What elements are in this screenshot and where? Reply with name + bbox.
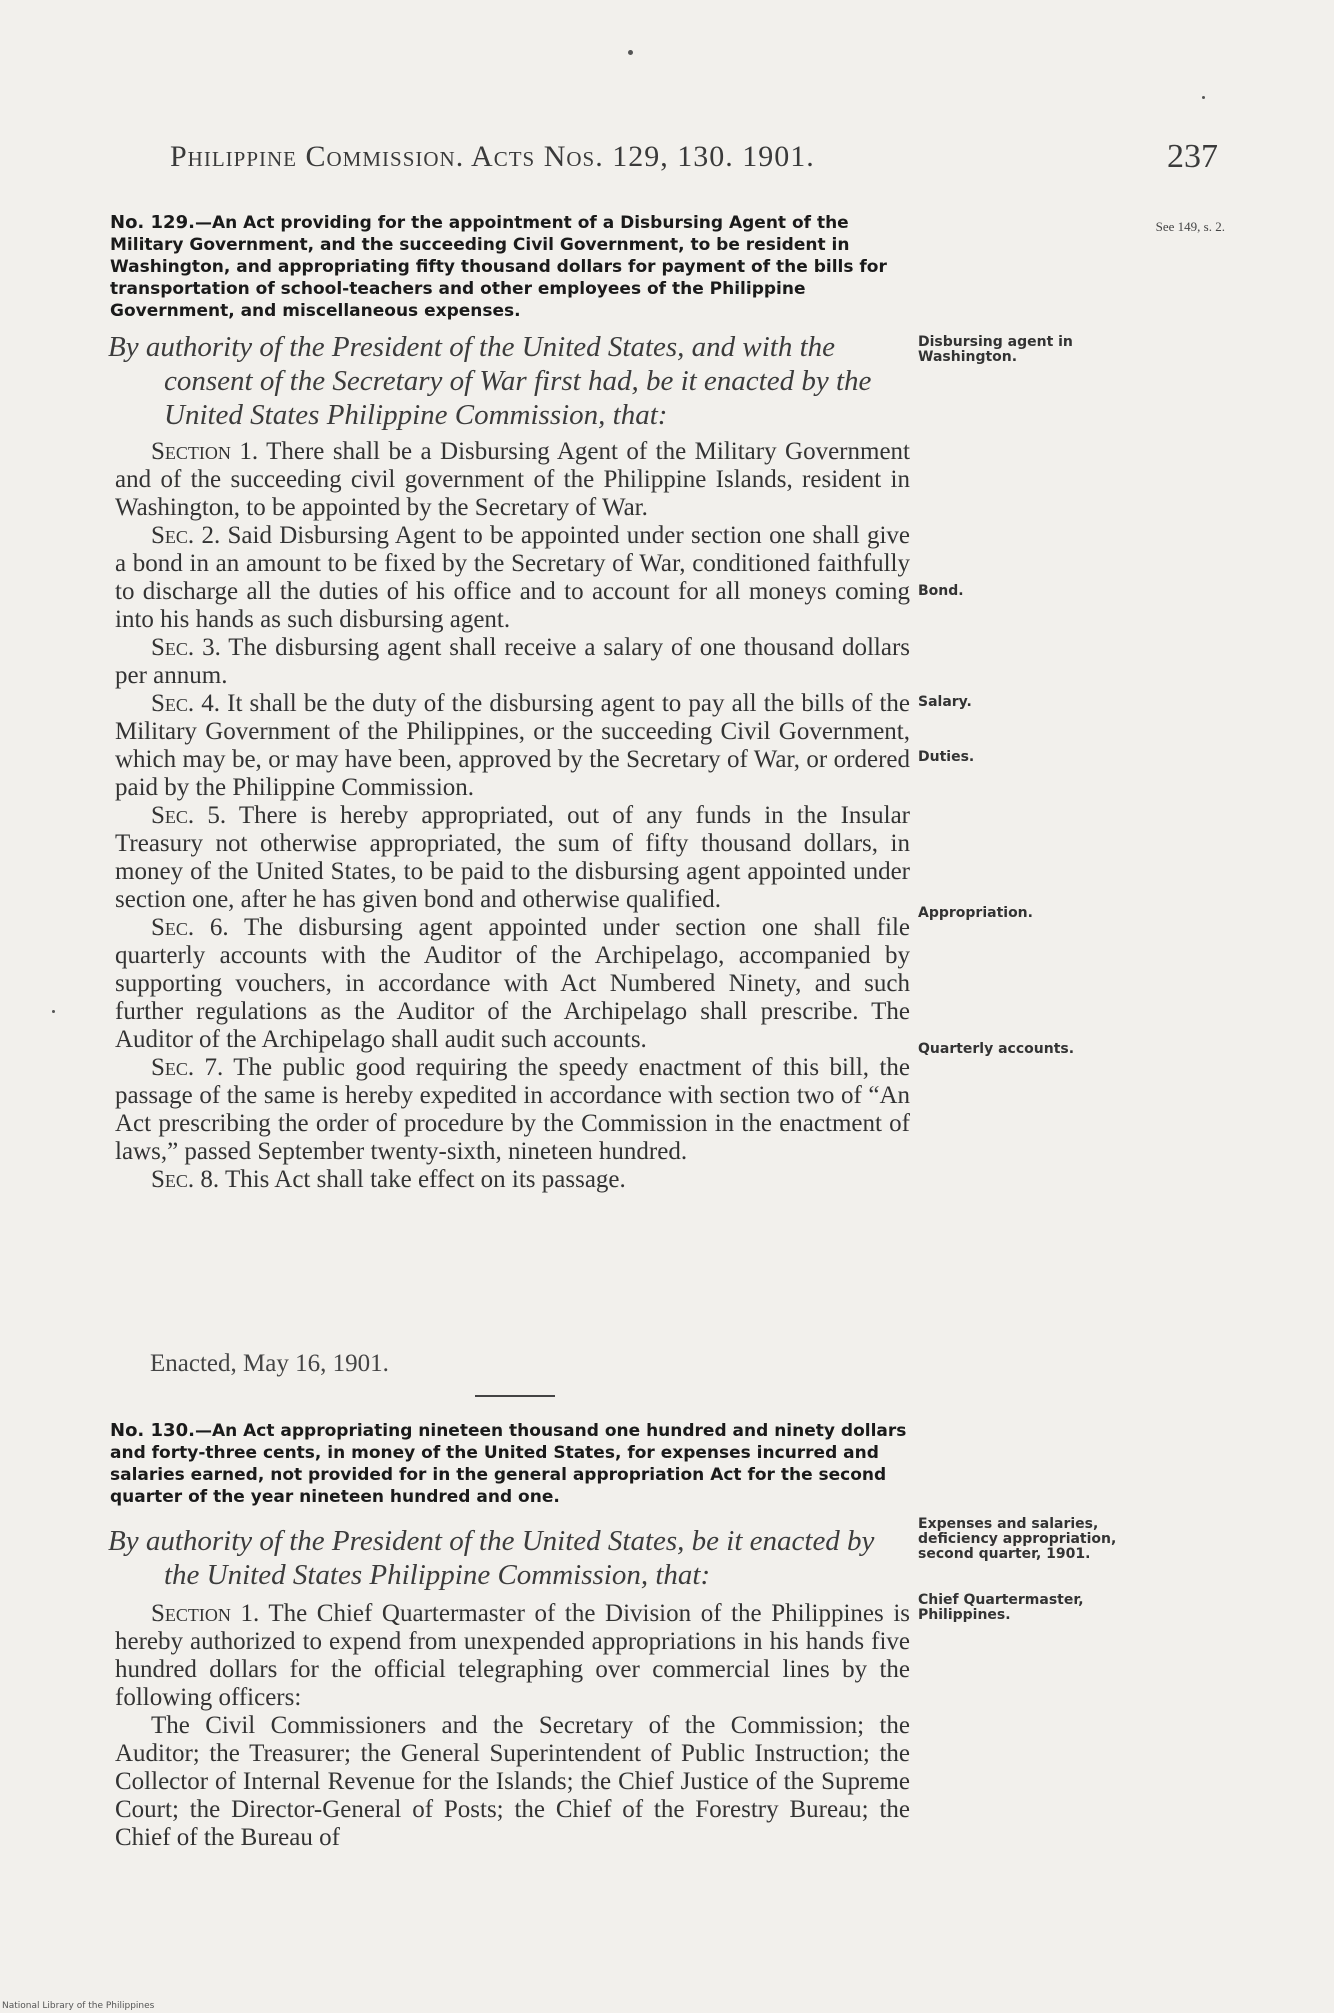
scan-speck (52, 1010, 55, 1013)
section-text: Said Disbursing Agent to be appointed under section one shall give a bond in an amount to be fixed by the Secretary of War, conditioned faithfully to discharge all the duties of his office and to account for all moneys coming into his hands as such disbursing agent. (115, 522, 911, 633)
act-130-body (115, 1600, 910, 1852)
act-130-title: —An Act appropriating nineteen thousand one hundred and ninety dollars and forty-three cents, in money of the United States, for expenses incurred and salaries earned, not provided for in the general appropriation Act for the second quarter of the year nineteen hundred and one. (110, 1421, 907, 1507)
act-129-section-6 (115, 914, 910, 1054)
margin-note-duties: Duties. (918, 749, 975, 765)
margin-note-bond: Bond. (918, 583, 964, 599)
section-label: Sec. 8. (151, 1166, 220, 1193)
margin-note-appropriation: Appropriation. (918, 905, 1033, 921)
act-129-section-5 (115, 802, 910, 914)
act-129-section-3 (115, 634, 910, 690)
act-129-section-7 (115, 1054, 910, 1166)
section-label: Sec. 7. (151, 1054, 224, 1081)
section-text: This Act shall take effect on its passage. (219, 1166, 626, 1193)
section-label: Section 1. (151, 438, 259, 465)
section-label: Sec. 6. (151, 914, 229, 941)
section-text: It shall be the duty of the disbursing agent to pay all the bills of the Military Government of the Philippines, or the succeeding Civil Government, which may be, or may have been, approved by the Secretary of War, or ordered paid by the Philippine Commission. (115, 690, 910, 801)
act-129-heading (110, 212, 910, 322)
section-text: The public good requiring the speedy enactment of this bill, the passage of the same is hereby expedited in accordance with section two of “An Act prescribing the order of procedure by the Commission in the enactment of laws,” passed September twenty-sixth, nineteen hundred. (115, 1054, 910, 1165)
running-head: Philippine Commission. Acts Nos. 129, 130. 1901. (170, 140, 815, 173)
act-129-section-4 (115, 690, 910, 802)
act-129-section-2 (115, 522, 910, 634)
page-number: 237 (1167, 138, 1218, 175)
scan-speck (628, 50, 633, 55)
section-label: Sec. 5. (151, 802, 227, 829)
section-text: There shall be a Disbursing Agent of the Military Government and of the succeeding civil government of the Philippine Islands, resident in Washington, to be appointed by the Secretary of War. (115, 438, 910, 521)
section-text: The Chief Quartermaster of the Division of the Philippines is hereby authorized to expend from unexpended appropriations in his hands five hundred dollars for the official telegraphing over commercial lines by the following officers: (115, 1600, 910, 1711)
act-130-enacting-line-1: By authority of the President of the United States, be it enacted by (108, 1525, 875, 1557)
section-label: Sec. 2. (151, 522, 221, 549)
act-130-enacting-line-2: the United States Philippine Commission, that: (164, 1559, 711, 1591)
act-129-enacting-clause (108, 330, 908, 432)
act-130-heading (110, 1420, 910, 1508)
scan-speck (1202, 96, 1205, 99)
section-text: The Civil Commissioners and the Secretary of the Commission; the Auditor; the Treasurer; the General Superintendent of Public Instruction; the Collector of Internal Revenue for the Islands; the Chief Justice of the Supreme Court; the Director-General of Posts; the Chief of the Forestry Bureau; the Chief of the Bureau of (115, 1712, 910, 1851)
act-130-number: No. 130. (110, 1420, 195, 1441)
act-130-officer-list (115, 1712, 910, 1852)
margin-note-disbursing-agent: Disbursing agent in Washington. (918, 334, 1073, 365)
section-text: The disbursing agent appointed under section one shall file quarterly accounts with the Auditor of the Archipelago, accompanied by supporting vouchers, in accordance with Act Numbered Ninety, and such further regulations as the Auditor of the Archipelago shall prescribe. The Auditor of the Archipelago shall audit such accounts. (115, 914, 910, 1053)
section-label: Sec. 4. (151, 690, 221, 717)
act-129-body (115, 438, 910, 1194)
section-text: There is hereby appropriated, out of any funds in the Insular Treasury not otherwise appropriated, the sum of fifty thousand dollars, in money of the United States, to be paid to the disbursing agent appointed under section one, after he has given bond and otherwise qualified. (115, 802, 910, 913)
act-129-enacted-date: Enacted, May 16, 1901. (150, 1350, 389, 1377)
act-129-enacting-line-1: By authority of the President of the United States, and with the (108, 331, 836, 363)
act-129-title: —An Act providing for the appointment of a Disbursing Agent of the Military Government, and the succeeding Civil Government, to be resident in Washington, and appropriating fifty thousand dollars for payment of the bills for transportation of school-teachers and other employees of the Philippine Government, and miscellaneous expenses. (110, 213, 887, 321)
scan-footer: National Library of the Philippines (2, 2001, 155, 2011)
act-130-enacting-clause (108, 1524, 908, 1592)
margin-note-expenses: Expenses and salaries, deficiency appropriation, second quarter, 1901. (918, 1516, 1117, 1562)
act-129-enacting-line-3: United States Philippine Commission, that: (164, 399, 668, 431)
section-label: Sec. 3. (151, 634, 221, 661)
act-129-section-8 (115, 1166, 910, 1194)
act-129-enacting-line-2: consent of the Secretary of War first had, be it enacted by the (164, 365, 872, 397)
act-130-section-1 (115, 1600, 910, 1712)
section-label: Section 1. (151, 1600, 260, 1627)
section-text: The disbursing agent shall receive a salary of one thousand dollars per annum. (115, 634, 911, 689)
margin-note-salary: Salary. (918, 694, 972, 710)
margin-note-quarterly-accounts: Quarterly accounts. (918, 1041, 1075, 1057)
margin-reference: See 149, s. 2. (1155, 219, 1225, 234)
section-divider-rule (475, 1395, 555, 1397)
margin-note-chief-quartermaster: Chief Quartermaster, Philippines. (918, 1592, 1084, 1623)
act-129-section-1 (115, 438, 910, 522)
act-129-number: No. 129. (110, 212, 195, 233)
